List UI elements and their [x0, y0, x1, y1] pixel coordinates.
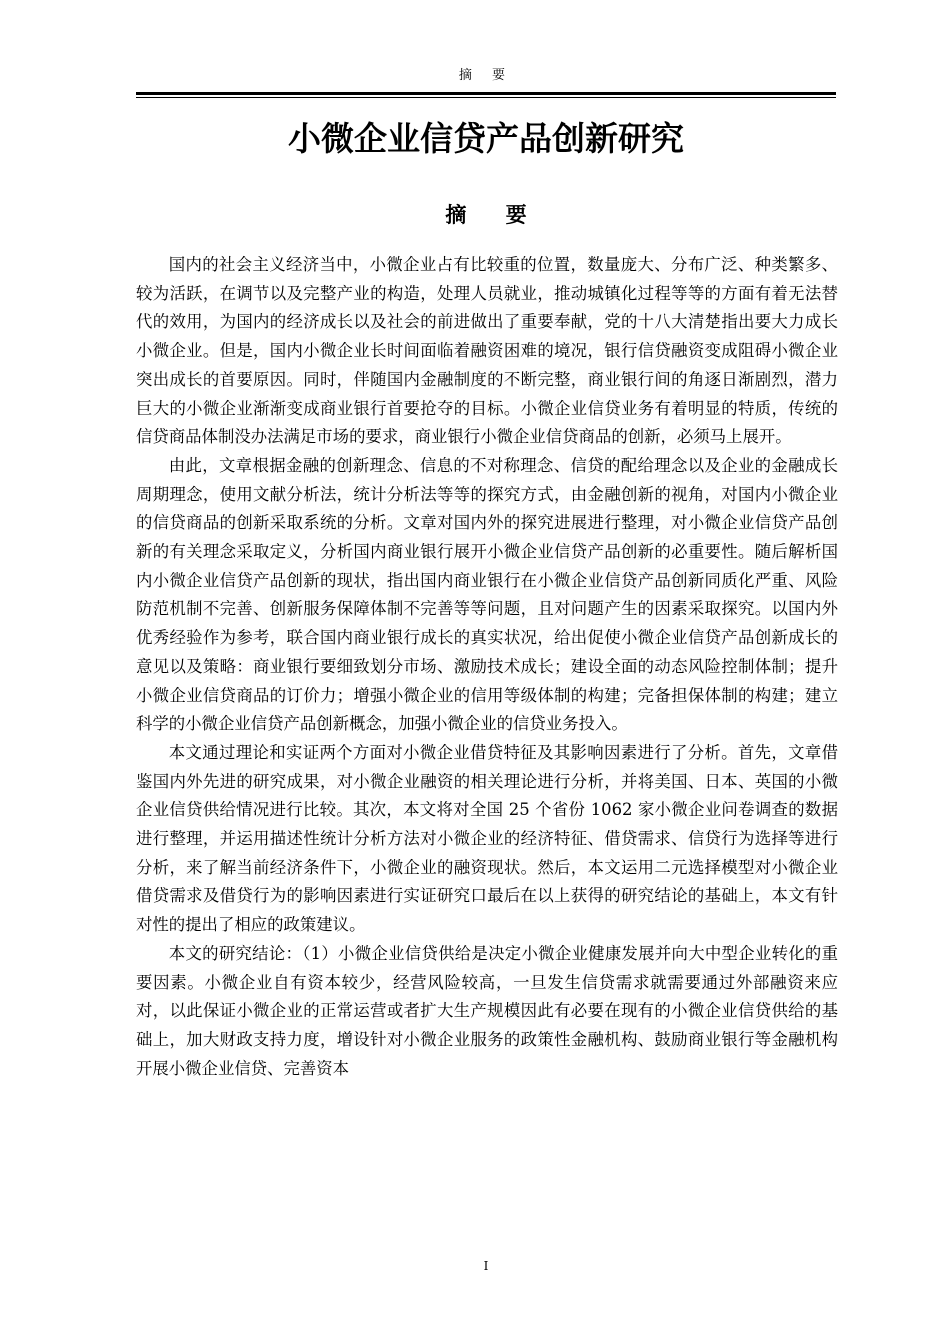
paragraph: 由此，文章根据金融的创新理念、信息的不对称理念、信贷的配给理念以及企业的金融成长周期理念，使用文献分析法，统计分析法等等的探究方式，由金融创新的视角，对国内小微企业的信贷商品的创新采取系统的分析。文章对国内外的探究进展进行整理，对小微企业信贷产品创新的有关理念采取定义，分析国内商业银行展开小微企业信贷产品创新的必重要性。随后解析国内小微企业信贷产品创新的现状，指出国内商业银行在小微企业信贷产品创新同质化严重、风险防范机制不完善、创新服务保障体制不完善等等问题，且对问题产生的因素采取探究。以国内外优秀经验作为参考，联合国内商业银行成长的真实状况，给出促使小微企业信贷产品创新成长的意见以及策略：商业银行要细致划分市场、激励技术成长；建设全面的动态风险控制体制；提升小微企业信贷商品的订价力；增强小微企业的信用等级体制的构建；完备担保体制的构建；建立科学的小微企业信贷产品创新概念，加强小微企业的信贷业务投入。: [136, 455, 838, 734]
paragraph: 本文通过理论和实证两个方面对小微企业借贷特征及其影响因素进行了分析。首先，文章借鉴国内外先进的研究成果，对小微企业融资的相关理论进行分析，并将美国、日本、英国的小微企业信贷供给情况进行比较。其次，本文将对全国 25 个省份 1062 家小微企业问卷调查的数据进行整理，并运用描述性统计分析方法对小微企业的经济特征、借贷需求、信贷行为选择等进行分析，来了解当前经济条件下，小微企业的融资现状。然后，本文运用二元选择模型对小微企业借贷需求及借贷行为的影响因素进行实证研究口最后在以上获得的研究结论的基础上，本文有针对性的提出了相应的政策建议。: [136, 742, 838, 935]
abstract-body: [136, 251, 838, 1083]
header-rule-thin: [136, 97, 836, 98]
paragraph: 本文的研究结论：（1）小微企业信贷供给是决定小微企业健康发展并向大中型企业转化的重要因素。小微企业自有资本较少，经营风险较高，一旦发生信贷需求就需要通过外部融资来应对，以此保证小微企业的正常运营或者扩大生产规模因此有必要在现有的小微企业信贷供给的基础上，加大财政支持力度，增设针对小微企业服务的政策性金融机构、鼓励商业银行等金融机构开展小微企业信贷、完善资本: [136, 943, 838, 1078]
header-rule-thick: [136, 92, 836, 95]
document-title: 小微企业信贷产品创新研究: [288, 119, 684, 158]
page-number: I: [483, 1259, 489, 1273]
running-header: 摘 要: [458, 68, 514, 83]
section-heading: 摘 要: [445, 203, 543, 227]
paragraph: 国内的社会主义经济当中，小微企业占有比较重的位置，数量庞大、分布广泛、种类繁多、较为活跃，在调节以及完整产业的构造，处理人员就业，推动城镇化过程等等的方面有着无法替代的效用，为国内的经济成长以及社会的前进做出了重要奉献，党的十八大清楚指出要大力成长小微企业。但是，国内小微企业长时间面临着融资困难的境况，银行信贷融资变成阻碍小微企业突出成长的首要原因。同时，伴随国内金融制度的不断完整，商业银行间的角逐日渐剧烈，潜力巨大的小微企业渐渐变成商业银行首要抢夺的目标。小微企业信贷业务有着明显的特质，传统的信贷商品体制没办法满足市场的要求，商业银行小微企业信贷商品的创新，必须马上展开。: [136, 255, 838, 447]
